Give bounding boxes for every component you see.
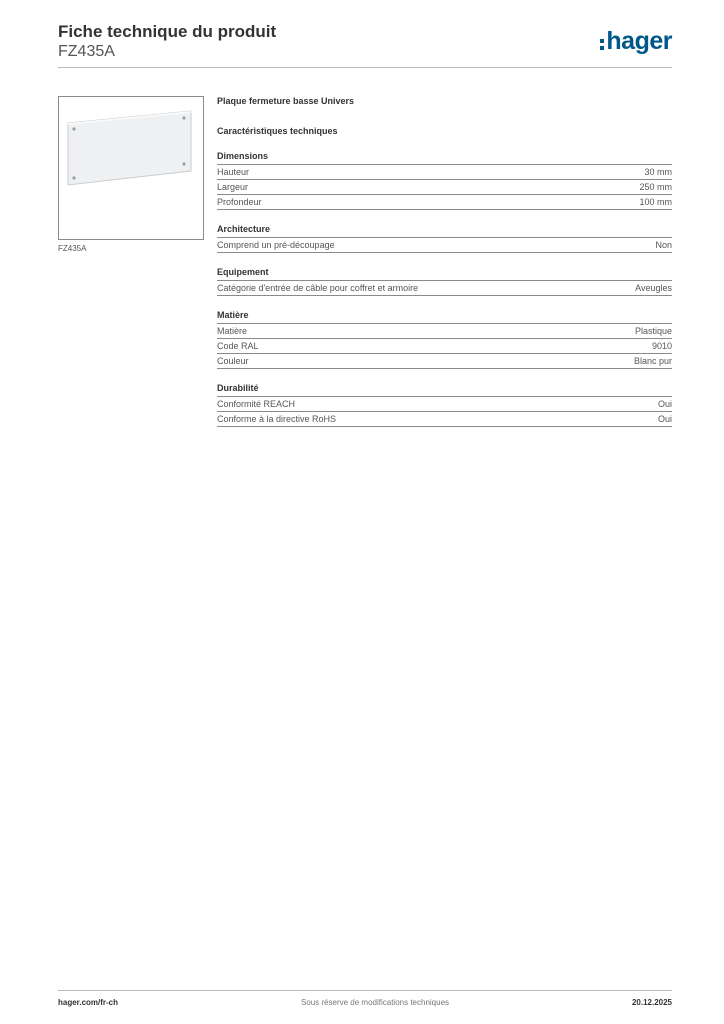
spec-label: Matière xyxy=(217,326,248,336)
spec-row xyxy=(217,339,672,354)
group-heading: Equipement xyxy=(217,266,672,281)
spec-label: Conformité REACH xyxy=(217,399,296,409)
logo-dots-icon xyxy=(600,39,604,50)
spec-row xyxy=(217,180,672,195)
footer-date: 20.12.2025 xyxy=(631,998,672,1007)
product-image xyxy=(58,96,204,240)
product-reference: FZ435A xyxy=(58,43,115,60)
spec-value: 250 mm xyxy=(639,182,672,192)
spec-value: Blanc pur xyxy=(633,356,672,366)
spec-group-durabilite xyxy=(217,382,672,427)
spec-label: Profondeur xyxy=(217,197,262,207)
spec-row xyxy=(217,397,672,412)
group-heading: Architecture xyxy=(217,223,672,238)
spec-value: 30 mm xyxy=(644,167,672,177)
spec-row xyxy=(217,238,672,253)
footer-divider xyxy=(58,990,672,991)
spec-group-dimensions xyxy=(217,150,672,210)
footer-note: Sous réserve de modifications techniques xyxy=(300,998,450,1007)
spec-value: 9010 xyxy=(651,341,672,351)
footer-website-link[interactable]: hager.com/fr-ch xyxy=(58,998,119,1007)
spec-value: 100 mm xyxy=(639,197,672,207)
spec-content xyxy=(217,95,672,427)
spec-group-architecture xyxy=(217,223,672,253)
closing-plate-illustration xyxy=(65,109,195,187)
spec-value: Aveugles xyxy=(635,283,672,293)
group-heading: Dimensions xyxy=(217,150,672,165)
spec-row xyxy=(217,412,672,427)
document-header xyxy=(58,22,276,62)
logo-wordmark: hager xyxy=(606,27,672,55)
spec-group-equipement xyxy=(217,266,672,296)
group-heading: Matière xyxy=(217,309,672,324)
spec-value: Plastique xyxy=(634,326,672,336)
spec-row xyxy=(217,324,672,339)
spec-group-matiere xyxy=(217,309,672,369)
image-caption: FZ435A xyxy=(58,244,87,253)
spec-label: Hauteur xyxy=(217,167,250,177)
spec-row xyxy=(217,165,672,180)
spec-value: Oui xyxy=(657,414,672,424)
spec-label: Code RAL xyxy=(217,341,259,351)
spec-row xyxy=(217,354,672,369)
spec-label: Couleur xyxy=(217,356,249,366)
document-title: Fiche technique du produit xyxy=(58,22,277,41)
spec-label: Catégorie d'entrée de câble pour coffret et armoire xyxy=(217,283,419,293)
spec-value: Non xyxy=(655,240,672,250)
document-footer xyxy=(58,998,672,1007)
spec-label: Comprend un pré-découpage xyxy=(217,240,335,250)
product-name: Plaque fermeture basse Univers xyxy=(217,96,355,106)
spec-row xyxy=(217,281,672,296)
spec-value: Oui xyxy=(657,399,672,409)
spec-label: Conforme à la directive RoHS xyxy=(217,414,337,424)
hager-logo xyxy=(600,27,672,55)
characteristics-heading: Caractéristiques techniques xyxy=(217,126,338,136)
spec-row xyxy=(217,195,672,210)
spec-label: Largeur xyxy=(217,182,249,192)
group-heading: Durabilité xyxy=(217,382,672,397)
header-divider xyxy=(58,67,672,68)
